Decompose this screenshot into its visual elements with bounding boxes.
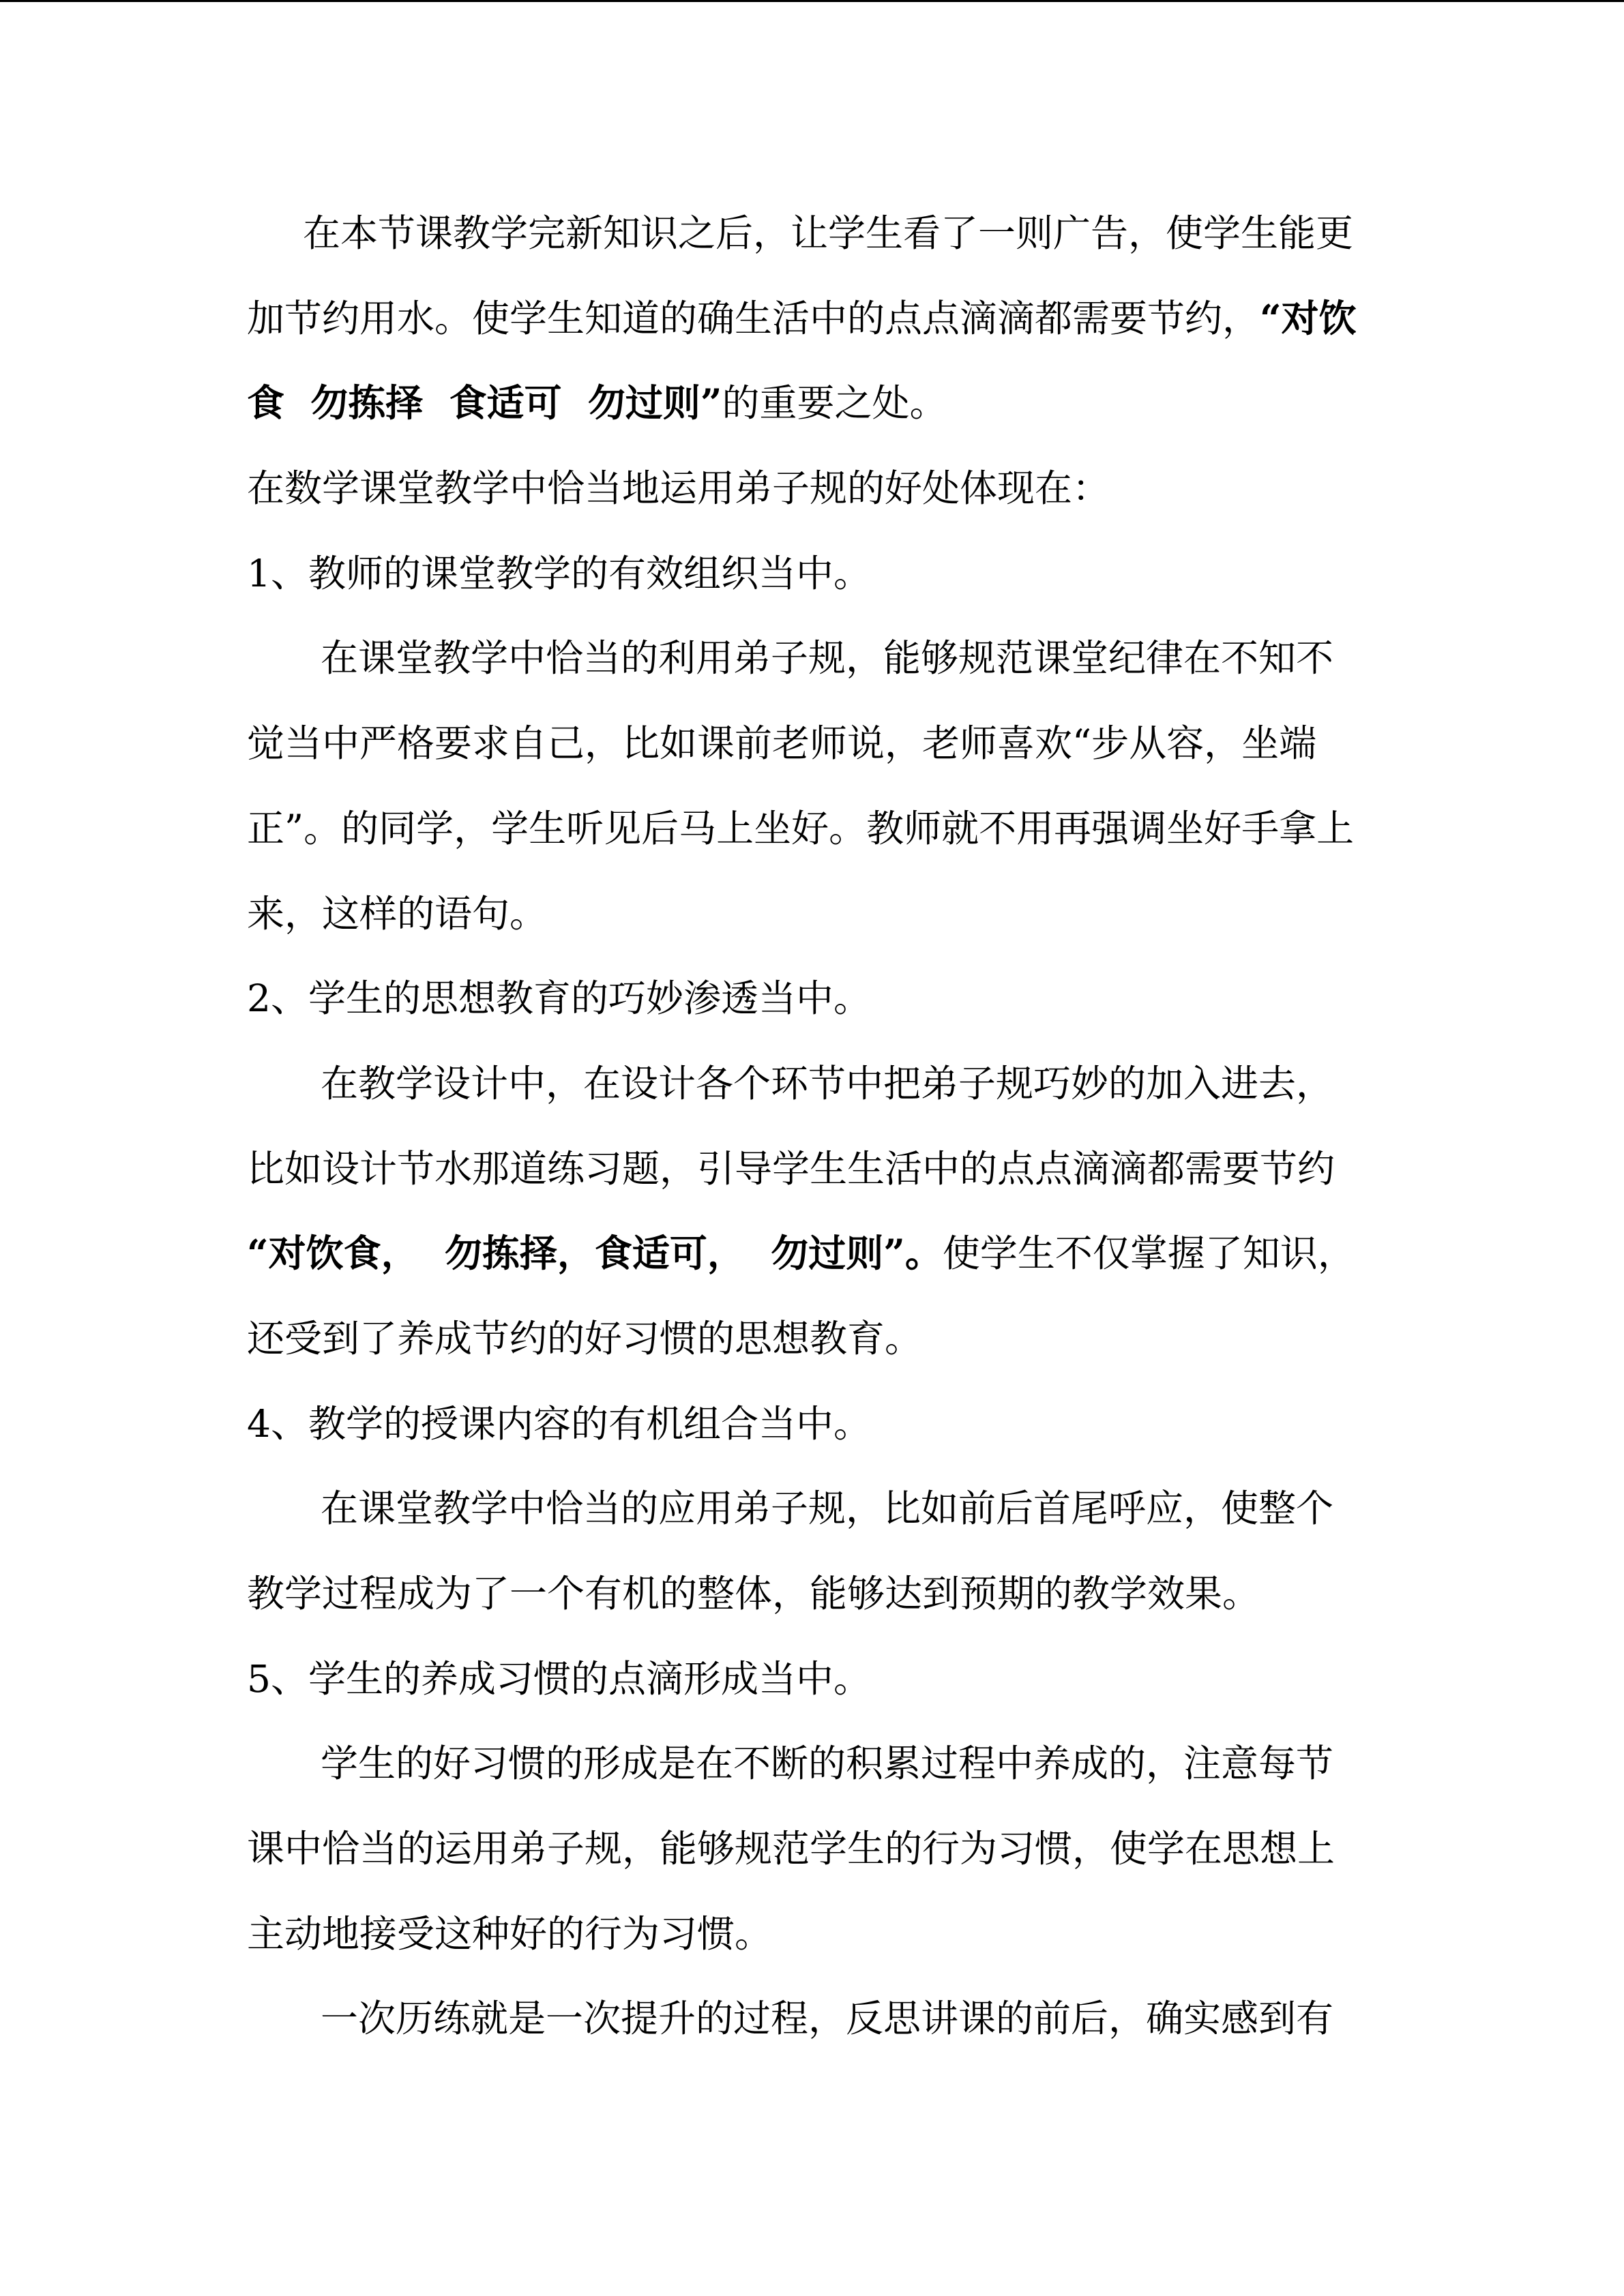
text-segment: 在教学设计中，在设计各个环节中把弟子规巧妙的加入进去， [321, 1061, 1334, 1105]
text-segment: 4、教学的授课内容的有机组合当中。 [247, 1401, 871, 1446]
bold-text-segment: “对饮 [1260, 295, 1357, 340]
text-line [247, 1551, 1379, 1637]
text-line [247, 616, 1379, 701]
text-segment: 在课堂教学中恰当的利用弟子规，能够规范课堂纪律在不知不 [321, 636, 1334, 681]
text-segment: 5、学生的养成习惯的点滴形成当中。 [247, 1656, 871, 1701]
text-segment: 的重要之处。 [722, 381, 947, 426]
text-segment: 使学生不仅掌握了知识， [942, 1232, 1355, 1276]
text-line [247, 701, 1379, 786]
text-line [247, 1382, 1379, 1467]
text-line [247, 1127, 1379, 1212]
document-body [247, 191, 1379, 2061]
text-line [247, 531, 1379, 616]
text-line [247, 446, 1379, 531]
bold-text-segment: “对饮食， 勿拣择，食适可， 勿过则”。 [247, 1231, 943, 1276]
text-line [247, 1892, 1379, 1977]
text-line [247, 361, 1379, 446]
text-line [247, 1296, 1379, 1382]
text-line [247, 871, 1379, 957]
text-segment: 一次历练就是一次提升的过程，反思讲课的前后，确实感到有 [321, 1997, 1334, 2041]
text-segment: 觉当中严格要求自己，比如课前老师说，老师喜欢“步从容，坐端 [247, 721, 1317, 766]
text-segment: 在本节课教学完新知识之后，让学生看了一则广告，使学生能更 [303, 211, 1354, 255]
text-line [247, 276, 1379, 361]
text-segment: 比如设计节水那道练习题，引导学生生活中的点点滴滴都需要节约 [247, 1146, 1335, 1191]
text-segment: 在课堂教学中恰当的应用弟子规，比如前后首尾呼应，使整个 [321, 1487, 1334, 1531]
text-line [247, 1806, 1379, 1892]
text-line [247, 956, 1379, 1041]
page-top-border [0, 0, 1624, 2]
text-segment: 学生的好习惯的形成是在不断的积累过程中养成的，注意每节 [321, 1742, 1334, 1786]
text-segment: 1、教师的课堂教学的有效组织当中。 [247, 551, 871, 595]
text-line [247, 1211, 1379, 1296]
text-segment: 课中恰当的运用弟子规，能够规范学生的行为习惯，使学在思想上 [247, 1827, 1335, 1871]
bold-text-segment: 食 勿拣择 食适可 勿过则” [247, 381, 722, 426]
text-line [247, 786, 1379, 871]
text-segment: 主动地接受这种好的行为习惯。 [247, 1911, 773, 1956]
text-line [247, 1721, 1379, 1806]
text-segment: 还受到了养成节约的好习惯的思想教育。 [247, 1316, 923, 1360]
text-line [247, 1637, 1379, 1722]
text-segment: 2、学生的思想教育的巧妙渗透当中。 [247, 976, 871, 1021]
text-line [247, 1466, 1379, 1551]
text-segment: 加节约用水。使学生知道的确生活中的点点滴滴都需要节约， [247, 296, 1260, 340]
text-segment: 来，这样的语句。 [247, 891, 548, 936]
text-segment: 在数学课堂教学中恰当地运用弟子规的好处体现在： [247, 466, 1110, 511]
text-line [247, 1041, 1379, 1127]
text-line [247, 191, 1379, 276]
text-segment: 正”。的同学，学生听见后马上坐好。教师就不用再强调坐好手拿上 [247, 806, 1355, 850]
text-segment: 教学过程成为了一个有机的整体，能够达到预期的教学效果。 [247, 1572, 1260, 1615]
text-line [247, 1976, 1379, 2061]
